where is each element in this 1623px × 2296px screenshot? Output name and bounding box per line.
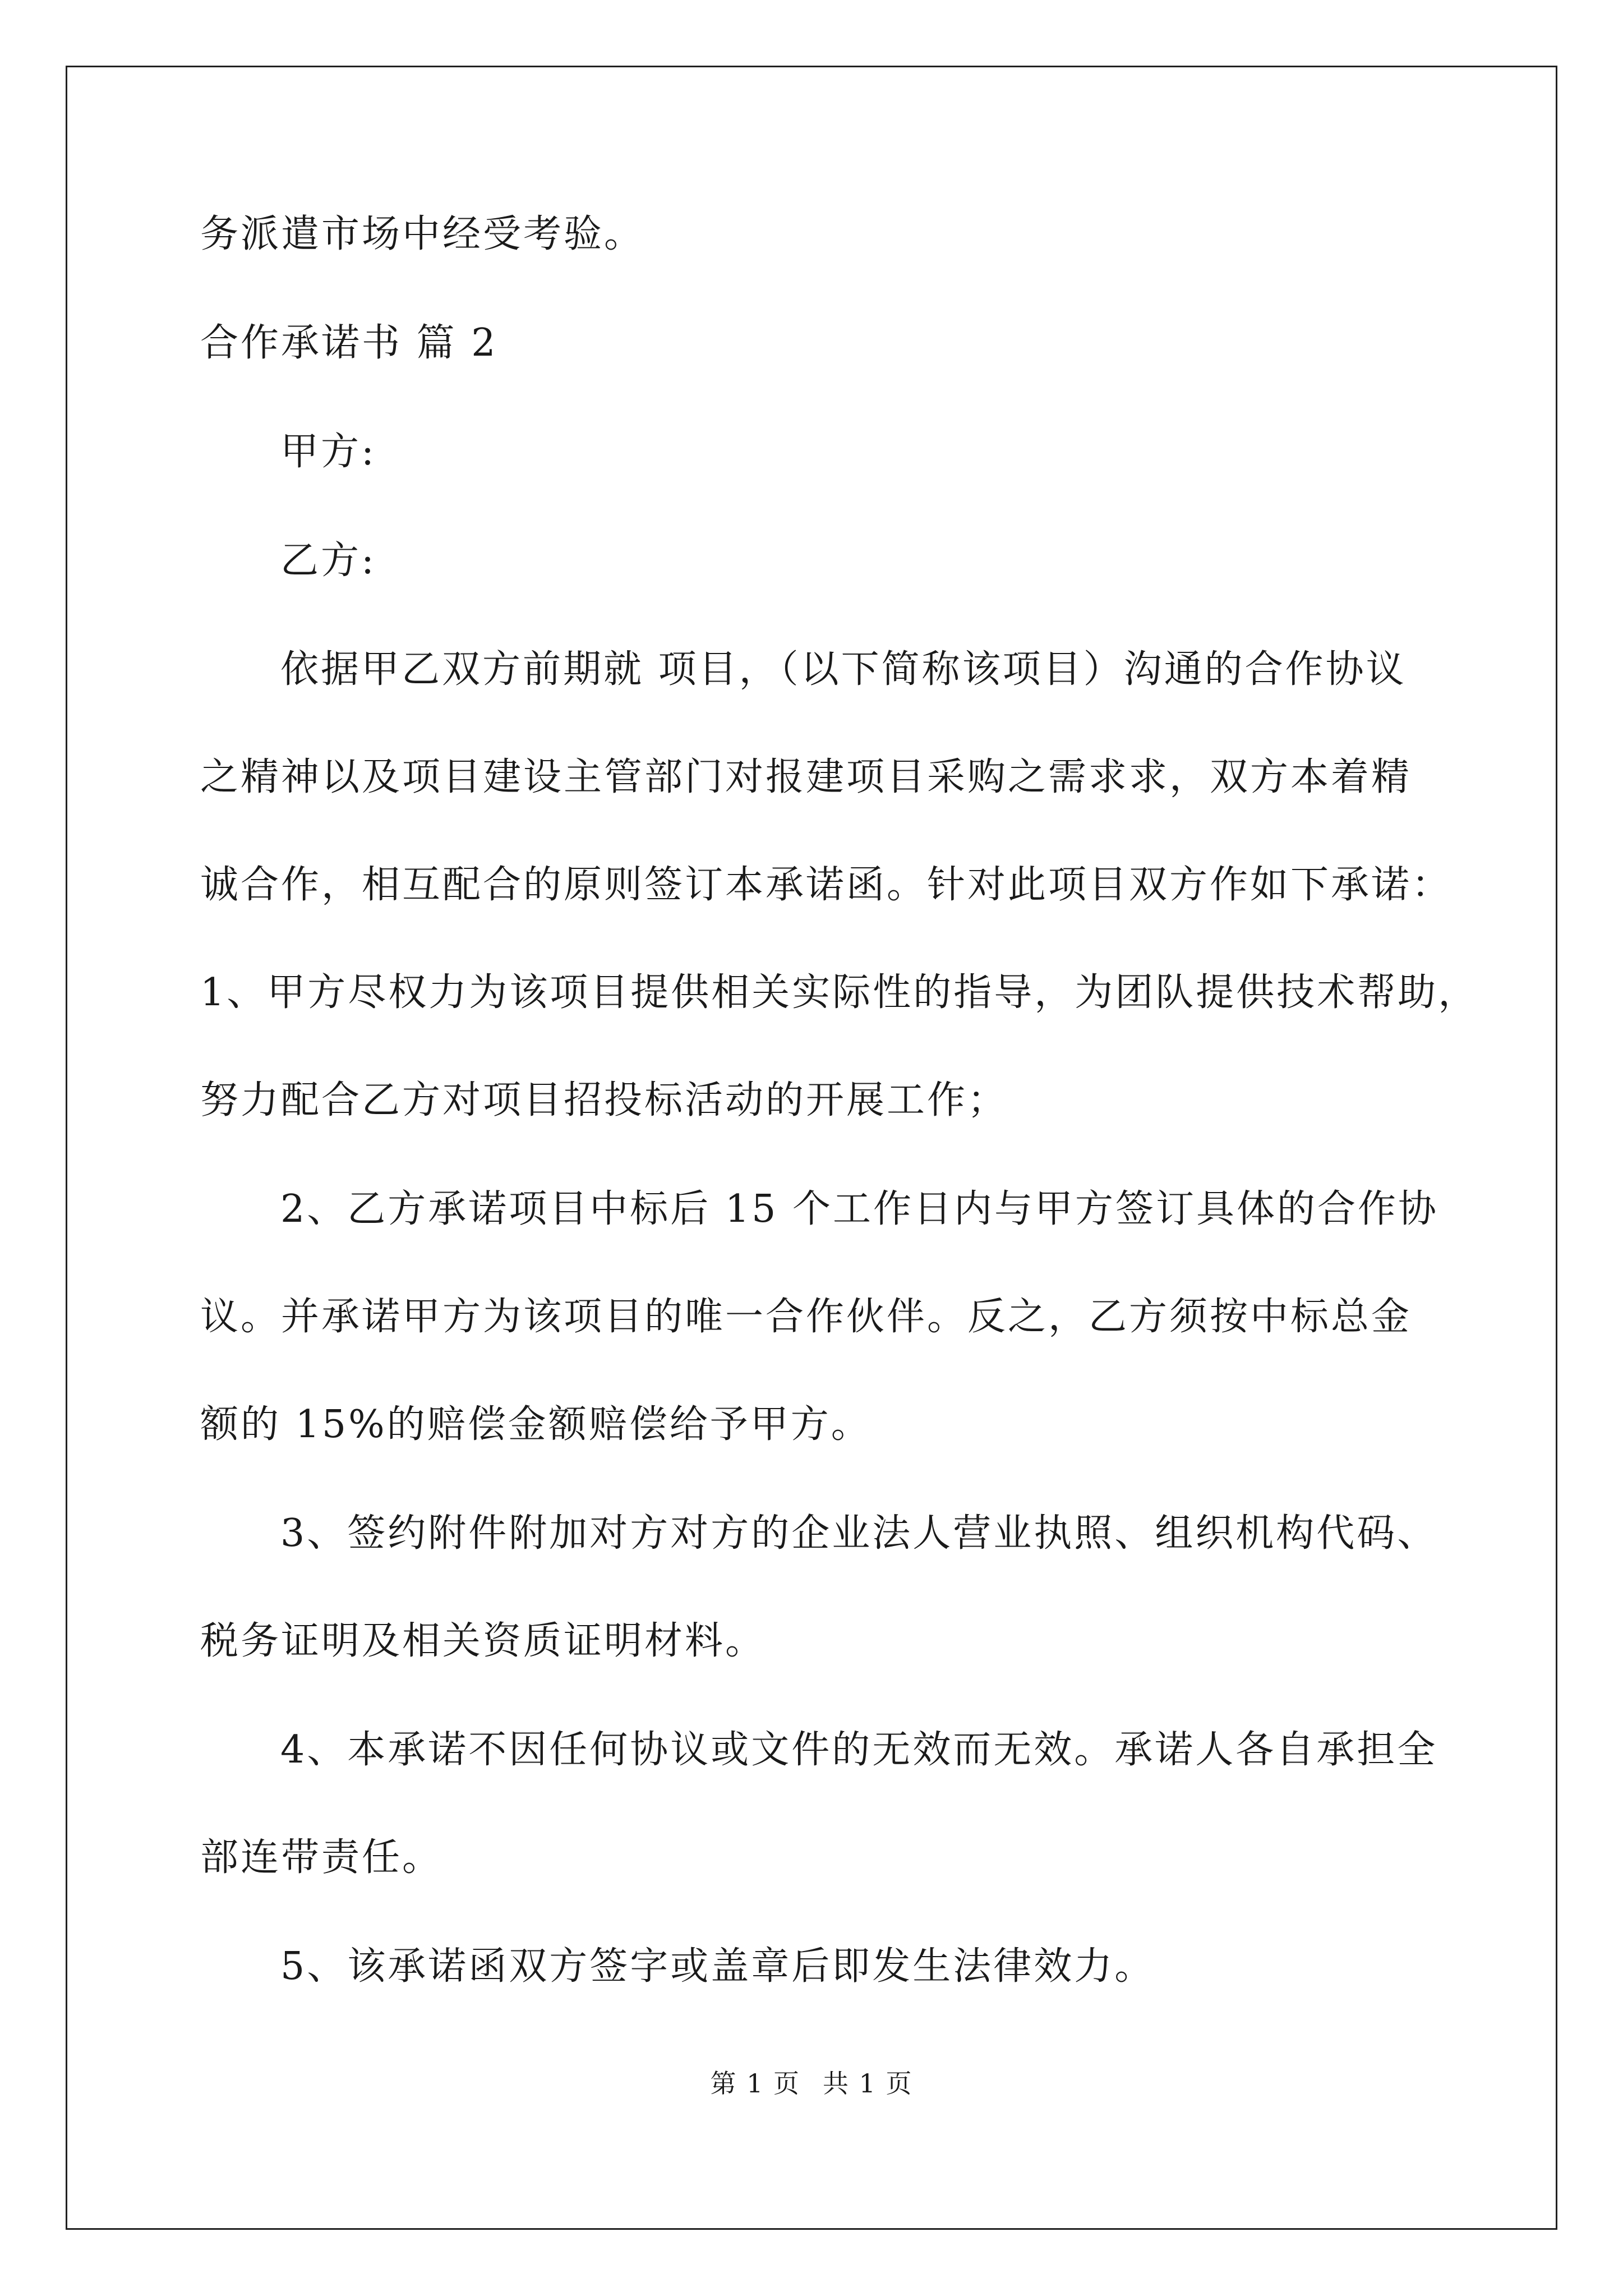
- paragraph-line: 2、乙方承诺项目中标后 15 个工作日内与甲方签订具体的合作协: [280, 1187, 1439, 1231]
- paragraph-line: 3、签约附件附加对方对方的企业法人营业执照、组织机构代码、: [280, 1511, 1438, 1556]
- paragraph-line: 5、该承诺函双方签字或盖章后即发生法律效力。: [280, 1944, 1155, 1989]
- paragraph-line: 努力配合乙方对项目招投标活动的开展工作；: [200, 1078, 1008, 1122]
- party-a-label: 甲方:: [280, 430, 376, 474]
- paragraph-line: 4、本承诺不因任何协议或文件的无效而无效。承诺人各自承担全: [280, 1728, 1438, 1772]
- paragraph-line: 税务证明及相关资质证明材料。: [200, 1619, 766, 1663]
- paragraph-line: 1、甲方尽权力为该项目提供相关实际性的指导，为团队提供技术帮助，: [200, 970, 1479, 1015]
- page-number-total: 共 1 页: [823, 2068, 913, 2099]
- party-b-label: 乙方:: [280, 539, 376, 583]
- section-heading: 合作承诺书 篇 2: [200, 321, 498, 365]
- document-body: [200, 208, 1479, 1994]
- page-footer: [0, 2067, 1623, 2100]
- paragraph-line: 部连带责任。: [200, 1835, 443, 1880]
- page-number-current: 第 1 页: [710, 2068, 800, 2099]
- paragraph-line: 议。并承诺甲方为该项目的唯一合作伙伴。反之，乙方须按中标总金: [200, 1295, 1412, 1339]
- paragraph-line: 务派遣市场中经受考验。: [200, 212, 645, 256]
- paragraph-line: 额的 15%的赔偿金额赔偿给予甲方。: [200, 1402, 872, 1447]
- paragraph-line: 依据甲乙双方前期就 项目，（以下简称该项目）沟通的合作协议: [280, 647, 1407, 692]
- paragraph-line: 诚合作，相互配合的原则签订本承诺函。针对此项目双方作如下承诺：: [200, 863, 1453, 907]
- paragraph-line: 之精神以及项目建设主管部门对报建项目采购之需求求，双方本着精: [200, 755, 1412, 799]
